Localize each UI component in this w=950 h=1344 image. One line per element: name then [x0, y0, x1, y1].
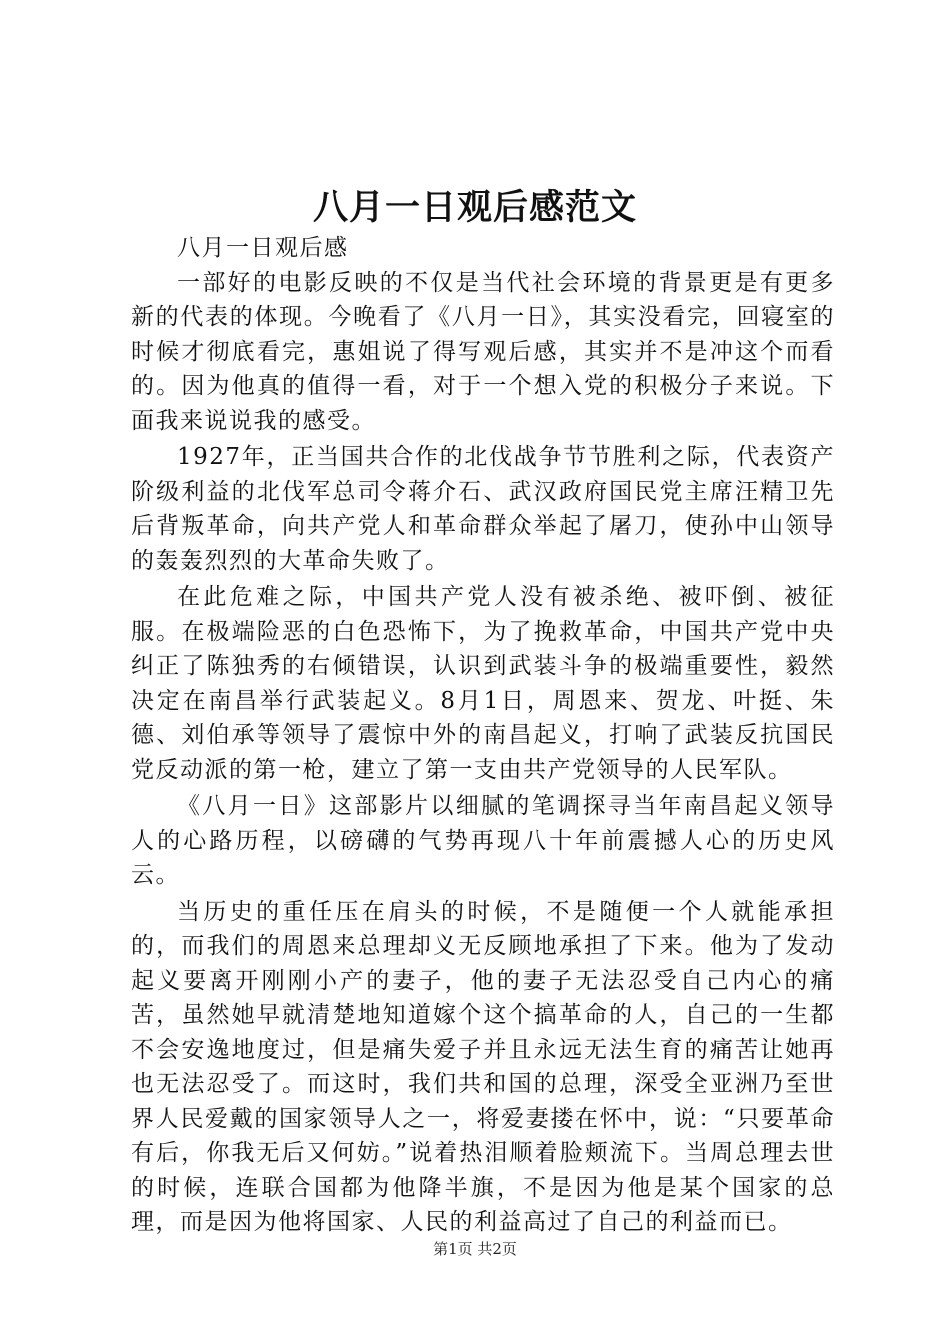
- paragraph-film-description: 《八月一日》这部影片以细腻的笔调探寻当年南昌起义领导人的心路历程，以磅礴的气势再现八十年前震撼人心的历史风云。: [131, 793, 835, 888]
- paragraph-subtitle: 八月一日观后感: [177, 235, 349, 261]
- paragraph-nanchang-uprising: 在此危难之际，中国共产党人没有被杀绝、被吓倒、被征服。在极端险恶的白色恐怖下，为了挽救革命，中国共产党中央纠正了陈独秀的右倾错误，认识到武装斗争的极端重要性，毅然决定在南昌举行武装起义。8月1日，周恩来、贺龙、叶挺、朱德、刘伯承等领导了震惊中外的南昌起义，打响了武装反抗国民党反动派的第一枪，建立了第一支由共产党领导的人民军队。: [131, 584, 835, 783]
- paragraph-zhou-enlai: 当历史的重任压在肩头的时候，不是随便一个人就能承担的，而我们的周恩来总理却义无反顾地承担了下来。他为了发动起义要离开刚刚小产的妻子，他的妻子无法忍受自己内心的痛苦，虽然她早就清楚地知道嫁个这个搞革命的人，自己的一生都不会安逸地度过，但是痛失爱子并且永远无法生育的痛苦让她再也无法忍受了。而这时，我们共和国的总理，深受全亚洲乃至世界人民爱戴的国家领导人之一，将爱妻搂在怀中，说：“只要革命有后，你我无后又何妨。”说着热泪顺着脸颊流下。当周总理去世的时候，连联合国都为他降半旗，不是因为他是某个国家的总理，而是因为他将国家、人民的利益高过了自己的利益而已。: [131, 898, 835, 1235]
- paragraph-history-1927: 1927年，正当国共合作的北伐战争节节胜利之际，代表资产阶级利益的北伐军总司令蒋介石、武汉政府国民党主席汪精卫先后背叛革命，向共产党人和革命群众举起了屠刀，使孙中山领导的轰轰烈烈的大革命失败了。: [131, 444, 835, 574]
- page-number-footer: 第1页 共2页: [433, 1240, 517, 1258]
- document-body: [131, 231, 835, 1240]
- paragraph-intro: 一部好的电影反映的不仅是当代社会环境的背景更是有更多新的代表的体现。今晚看了《八月一日》，其实没看完，回寝室的时候才彻底看完，惠姐说了得写观后感，其实并不是冲这个而看的。因为他真的值得一看，对于一个想入党的积极分子来说。下面我来说说我的感受。: [131, 269, 835, 434]
- document-title: 八月一日观后感范文: [312, 187, 637, 228]
